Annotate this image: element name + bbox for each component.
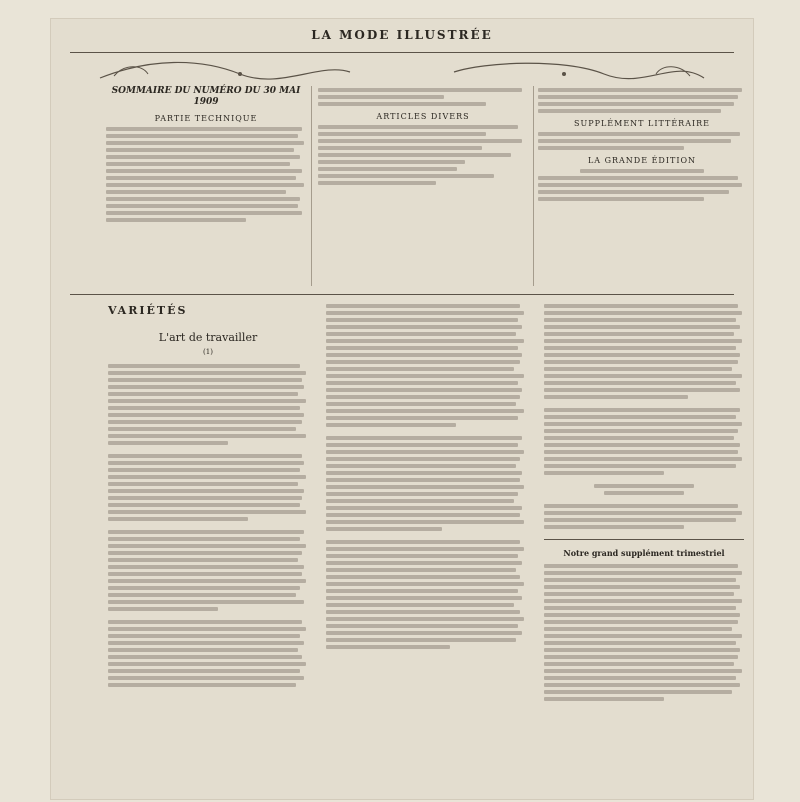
decorative-ornament-band xyxy=(90,38,714,86)
literary-summary-text xyxy=(538,132,746,150)
article-title: L'art de travailler xyxy=(158,331,258,344)
article-number: (1) xyxy=(203,348,213,356)
summary-box xyxy=(106,86,746,294)
summary-heading: SOMMAIRE DU NUMÉRO DU 30 MAI 1909 xyxy=(111,86,301,107)
article-text-col-3 xyxy=(544,304,744,529)
literary-lead-text xyxy=(538,88,746,113)
articles-summary-text xyxy=(318,125,528,185)
article-column-2 xyxy=(326,302,526,652)
summary-bottom-rule xyxy=(70,294,734,295)
newspaper-page xyxy=(50,18,754,800)
masthead-title: LA MODE ILLUSTRÉE xyxy=(311,28,493,42)
literary-supplement-heading: SUPPLÉMENT LITTÉRAIRE xyxy=(573,119,710,128)
article-column-1 xyxy=(108,302,308,690)
article-body xyxy=(108,302,748,802)
summary-column-literary xyxy=(538,86,746,204)
grand-edition-heading: LA GRANDE ÉDITION xyxy=(587,156,697,165)
article-text-col-2 xyxy=(326,304,526,649)
section-title: VARIÉTÉS xyxy=(108,304,188,317)
miscellaneous-articles-heading: ARTICLES DIVERS xyxy=(376,112,470,121)
article-column-3 xyxy=(544,302,744,704)
article-text-col-1 xyxy=(108,364,308,687)
flourish-icon xyxy=(90,38,714,86)
summary-column-technical xyxy=(106,86,306,225)
summary-lead-text xyxy=(318,88,528,106)
supplement-box-text xyxy=(544,564,744,701)
technical-part-heading: PARTIE TECHNIQUE xyxy=(154,114,258,123)
supplement-box-title: Notre grand supplément trimestriel xyxy=(563,548,725,558)
grand-edition-text xyxy=(538,169,746,201)
summary-column-articles xyxy=(318,86,528,188)
technical-summary-text xyxy=(106,127,306,222)
